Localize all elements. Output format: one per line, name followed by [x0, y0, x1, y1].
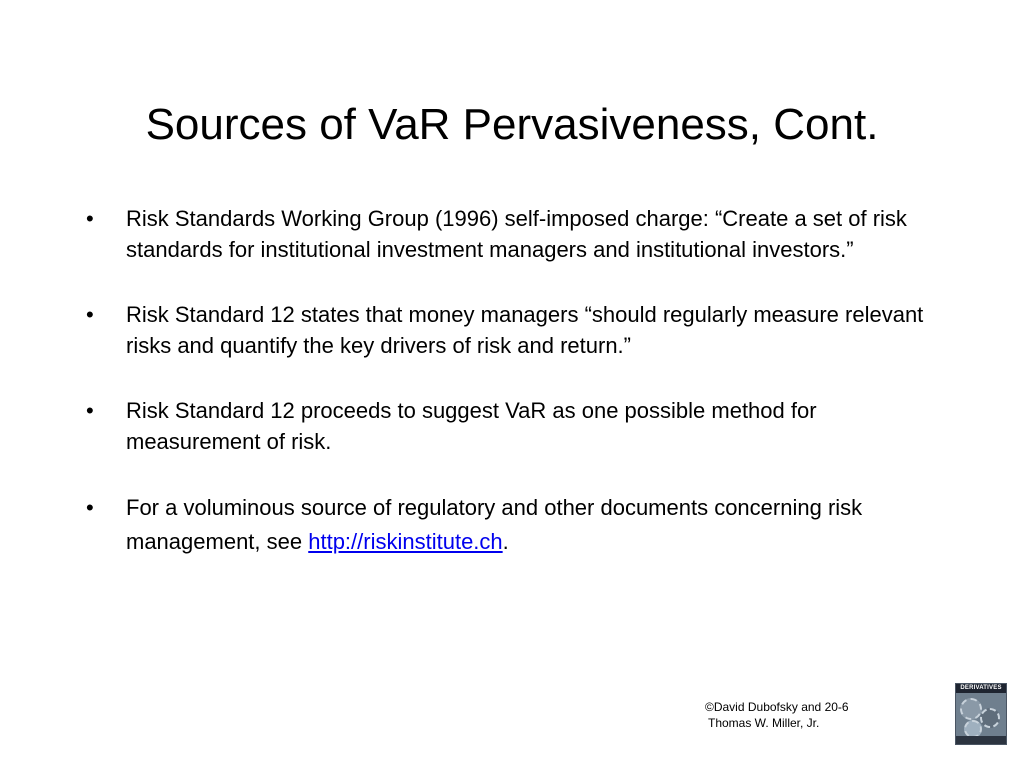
- footer-line-1: ©David Dubofsky and 20-6: [705, 700, 849, 714]
- bullet-marker: •: [86, 206, 94, 231]
- bullet-text: Risk Standard 12 proceeds to suggest VaR as one possible method for measurement of risk.: [126, 398, 817, 454]
- bullet-item: [86, 491, 946, 559]
- book-cover-image: [955, 683, 1007, 745]
- riskinstitute-link[interactable]: http://riskinstitute.ch: [308, 529, 503, 554]
- bullet-marker: •: [86, 302, 94, 327]
- book-cover-title: DERIVATIVES: [956, 684, 1006, 693]
- bullet-item: [86, 203, 946, 265]
- bullet-text: Risk Standard 12 states that money managers “should regularly measure relevant risks and quantify the key drivers of risk and return.”: [126, 302, 924, 358]
- bullet-item: [86, 395, 946, 457]
- bullet-text-before-link: For a voluminous source of regulatory and other documents concerning risk management, see: [126, 495, 863, 554]
- gear-icon: [980, 708, 1000, 728]
- bullet-item: [86, 299, 946, 361]
- book-cover-band: [956, 736, 1006, 744]
- bullet-text: Risk Standards Working Group (1996) self-imposed charge: “Create a set of risk standards for institutional investment managers and institutional investors.”: [126, 206, 907, 262]
- footer-copyright: [705, 699, 849, 731]
- bullet-text-after-link: .: [502, 529, 509, 554]
- bullet-marker: •: [86, 495, 94, 520]
- gear-icon: [960, 698, 982, 720]
- bullet-list: [86, 203, 946, 593]
- slide-title: Sources of VaR Pervasiveness, Cont.: [145, 100, 879, 149]
- footer-line-2: Thomas W. Miller, Jr.: [708, 716, 820, 730]
- bullet-marker: •: [86, 398, 94, 423]
